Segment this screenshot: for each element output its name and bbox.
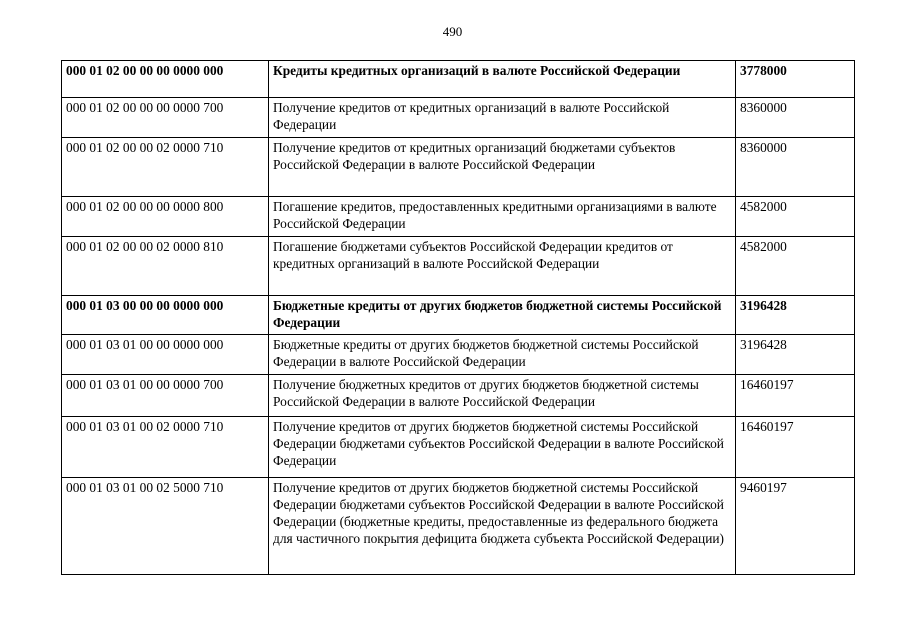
table-row — [62, 237, 855, 296]
row-name: Получение кредитов от кредитных организаций бюджетами субъектов Российской Федерации в валюте Российской Федерации — [269, 138, 736, 197]
row-code: 000 01 02 00 00 02 0000 810 — [62, 237, 269, 296]
row-amount: 16460197 — [736, 375, 855, 417]
row-amount: 3196428 — [736, 335, 855, 375]
row-amount: 4582000 — [736, 197, 855, 237]
table-row — [62, 296, 855, 335]
table-row — [62, 197, 855, 237]
row-code: 000 01 03 01 00 02 5000 710 — [62, 478, 269, 575]
row-name: Получение кредитов от других бюджетов бюджетной системы Российской Федерации бюджетами субъектов Российской Федерации в валюте Российской Федерации (бюджетные кредиты, предоставленные из федерального бюджета для частичного покрытия дефицита бюджета субъекта Российской Федерации) — [269, 478, 736, 575]
row-amount: 16460197 — [736, 417, 855, 478]
budget-sources-table — [61, 60, 855, 575]
row-amount: 8360000 — [736, 98, 855, 138]
row-name: Погашение кредитов, предоставленных кредитными организациями в валюте Российской Федерации — [269, 197, 736, 237]
row-name: Бюджетные кредиты от других бюджетов бюджетной системы Российской Федерации в валюте Российской Федерации — [269, 335, 736, 375]
row-code: 000 01 02 00 00 00 0000 700 — [62, 98, 269, 138]
page-number: 490 — [442, 24, 463, 39]
row-code: 000 01 02 00 00 00 0000 800 — [62, 197, 269, 237]
row-name: Получение бюджетных кредитов от других бюджетов бюджетной системы Российской Федерации в валюте Российской Федерации — [269, 375, 736, 417]
row-code: 000 01 03 01 00 02 0000 710 — [62, 417, 269, 478]
row-name: Получение кредитов от других бюджетов бюджетной системы Российской Федерации бюджетами субъектов Российской Федерации в валюте Российской Федерации — [269, 417, 736, 478]
row-amount: 9460197 — [736, 478, 855, 575]
table-row — [62, 375, 855, 417]
row-amount: 3778000 — [736, 61, 855, 98]
row-amount: 3196428 — [736, 296, 855, 335]
row-name: Погашение бюджетами субъектов Российской Федерации кредитов от кредитных организаций в валюте Российской Федерации — [269, 237, 736, 296]
table-row — [62, 98, 855, 138]
row-code: 000 01 03 01 00 00 0000 000 — [62, 335, 269, 375]
table-row — [62, 138, 855, 197]
row-name: Получение кредитов от кредитных организаций в валюте Российской Федерации — [269, 98, 736, 138]
row-code: 000 01 03 01 00 00 0000 700 — [62, 375, 269, 417]
row-code: 000 01 02 00 00 02 0000 710 — [62, 138, 269, 197]
row-name: Кредиты кредитных организаций в валюте Российской Федерации — [269, 61, 736, 98]
table-row — [62, 417, 855, 478]
table-row — [62, 335, 855, 375]
row-code: 000 01 02 00 00 00 0000 000 — [62, 61, 269, 98]
row-amount: 8360000 — [736, 138, 855, 197]
table-row — [62, 478, 855, 575]
row-name: Бюджетные кредиты от других бюджетов бюджетной системы Российской Федерации — [269, 296, 736, 335]
table-row — [62, 61, 855, 98]
row-amount: 4582000 — [736, 237, 855, 296]
row-code: 000 01 03 00 00 00 0000 000 — [62, 296, 269, 335]
